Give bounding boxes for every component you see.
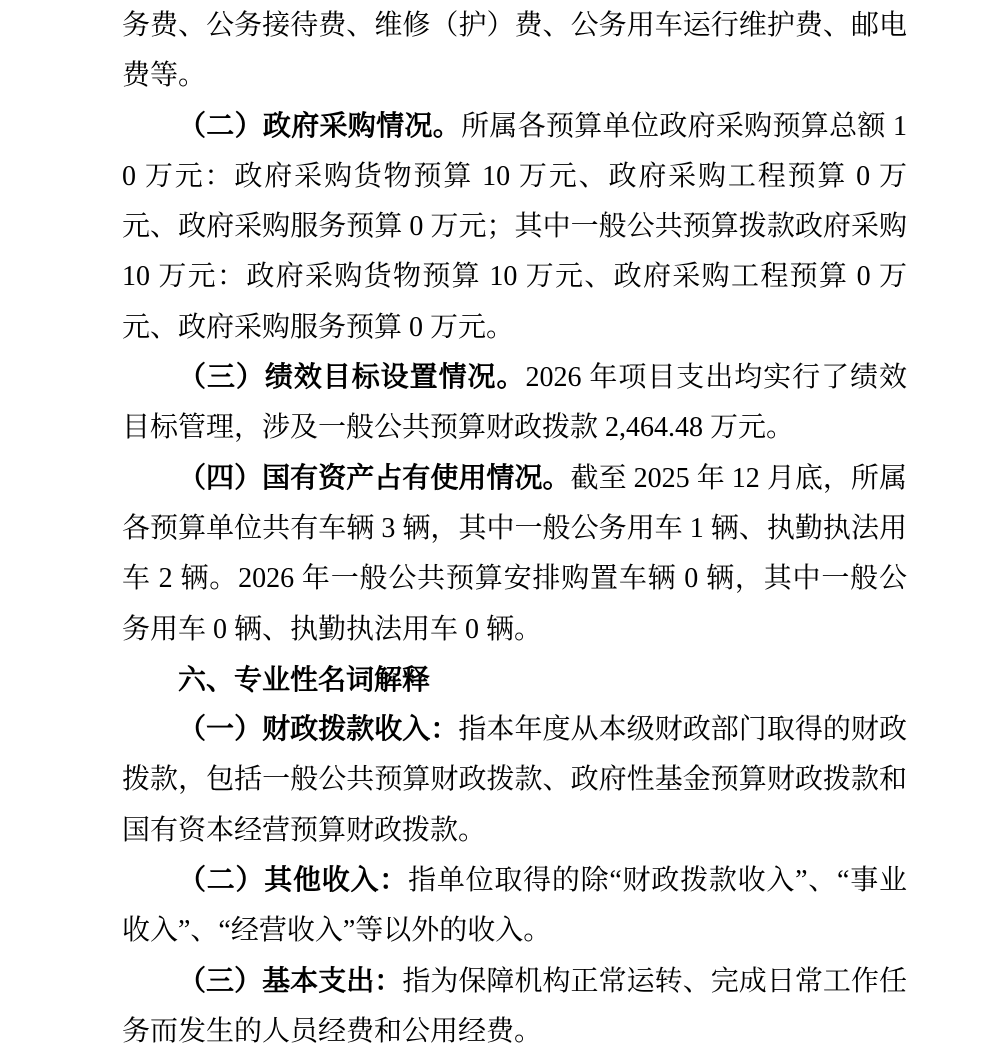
paragraph-expense-continuation: 务费、公务接待费、维修（护）费、公务用车运行维护费、邮电费等。 xyxy=(122,10,907,92)
paragraph-body-state-assets: 截至 2025 年 12 月底，所属各预算单位共有车辆 3 辆，其中一般公务用车 1 辆、执勤执法用车 2 辆。2026 年一般公共预算安排购置车辆 0 辆，其中一般公务用车 0 辆、执勤执法用车 0 辆。 xyxy=(122,462,907,645)
paragraph-state-assets xyxy=(122,454,907,655)
paragraph-lead-other-income: （二）其他收入： xyxy=(178,865,409,897)
paragraph-lead-performance-targets: （三）绩效目标设置情况。 xyxy=(178,362,526,394)
paragraph-lead-state-assets: （四）国有资产占有使用情况。 xyxy=(178,462,571,494)
paragraph-body-other-income: 指单位取得的除“财政拨款收入”、“事业收入”、“经营收入”等以外的收入。 xyxy=(122,865,907,947)
paragraph-definition-other-income xyxy=(122,856,907,957)
paragraph-body-basic-expenditure: 指为保障机构正常运转、完成日常工作任务而发生的人员经费和公用经费。 xyxy=(122,965,907,1047)
paragraph-lead-fiscal-appropriation: （一）财政拨款收入： xyxy=(178,714,459,746)
paragraph-body-performance-targets: 2026 年项目支出均实行了绩效目标管理，涉及一般公共预算财政拨款 2,464.48 万元。 xyxy=(122,362,907,444)
paragraph-body-fiscal-appropriation: 指本年度从本级财政部门取得的财政拨款，包括一般公共预算财政拨款、政府性基金预算财政拨款和国有资本经营预算财政拨款。 xyxy=(122,714,907,846)
section-heading-terminology: 六、专业性名词解释 xyxy=(178,663,431,695)
paragraph-definition-basic-expenditure xyxy=(122,957,907,1057)
paragraph-definition-fiscal-appropriation xyxy=(122,705,907,856)
paragraph-lead-government-procurement: （二）政府采购情况。 xyxy=(178,110,462,142)
paragraph-lead-basic-expenditure: （三）基本支出： xyxy=(178,965,403,997)
paragraph-government-procurement xyxy=(122,102,907,353)
paragraph-performance-targets xyxy=(122,353,907,454)
paragraph-body-government-procurement: 所属各预算单位政府采购预算总额 10 万元：政府采购货物预算 10 万元、政府采购工程预算 0 万元、政府采购服务预算 0 万元；其中一般公共预算拨款政府采购 10 万元：政府采购货物预算 10 万元、政府采购工程预算 0 万元、政府采购服务预算 0 万元。 xyxy=(122,110,907,343)
